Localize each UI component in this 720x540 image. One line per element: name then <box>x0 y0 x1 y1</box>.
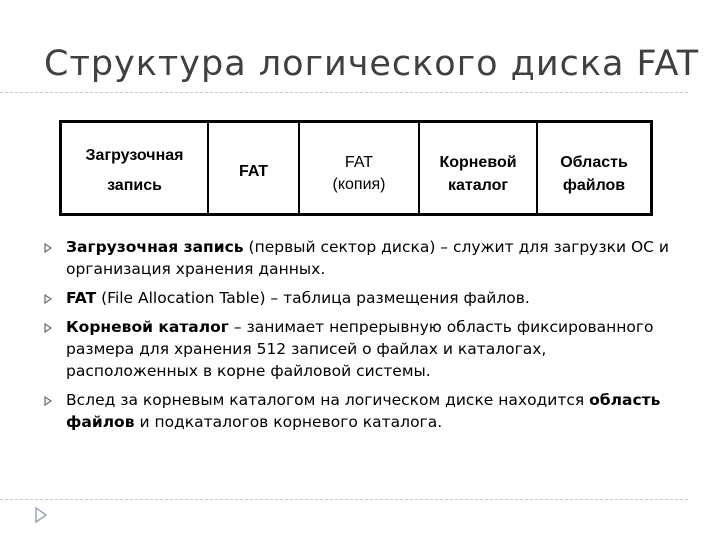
list-item <box>42 389 682 433</box>
triangle-right-outline-icon <box>44 323 52 333</box>
triangle-right-outline-icon <box>44 396 52 406</box>
triangle-right-outline-icon <box>44 243 52 253</box>
title-divider <box>0 92 688 93</box>
cell-root-directory <box>420 123 538 213</box>
bullet-text: (File Allocation Table) – таблица размещения файлов. <box>96 289 530 307</box>
list-item <box>42 287 682 309</box>
list-item <box>42 236 682 280</box>
cell-fat-copy <box>300 123 420 213</box>
cell-fat-copy-line2: (копия) <box>332 176 386 193</box>
cell-fat-copy-line1: FAT <box>344 154 374 171</box>
bullet-term: FAT <box>66 289 97 307</box>
bullet-text: и подкаталогов корневого каталога. <box>134 413 443 431</box>
footer-divider <box>0 499 688 500</box>
cell-boot-record-line1: Загрузочная <box>85 147 184 164</box>
disk-structure-table <box>59 120 653 216</box>
cell-root-directory-line1: Корневой <box>439 154 517 171</box>
list-item <box>42 316 682 382</box>
bullet-text: (первый сектор диска) – служит для загрузки ОС и организация хранения данных. <box>66 238 669 278</box>
cell-file-area <box>538 123 650 213</box>
cell-boot-record <box>62 123 209 213</box>
triangle-right-outline-icon <box>44 294 52 304</box>
cell-root-directory-line2: каталог <box>447 177 509 194</box>
bullet-term: область файлов <box>66 391 661 431</box>
slide-title: Структура логического диска FAT <box>44 44 700 84</box>
bullet-text-lead: Вслед за корневым каталогом на логическом диске находится <box>66 391 590 409</box>
cell-boot-record-line2: запись <box>107 177 162 194</box>
triangle-right-outline-icon <box>34 506 48 524</box>
bullet-term: Загрузочная запись <box>66 238 244 256</box>
cell-file-area-line1: Область <box>560 154 628 171</box>
cell-fat <box>209 123 300 213</box>
bullet-term: Корневой каталог <box>66 318 229 336</box>
bullet-list <box>42 236 682 440</box>
bullet-text: – занимает непрерывную область фиксированного размера для хранения 512 записей о файлах и каталогах, расположенных в корне файловой системы. <box>66 318 654 380</box>
cell-fat-line1: FAT <box>238 163 269 180</box>
cell-file-area-line2: файлов <box>562 177 626 194</box>
